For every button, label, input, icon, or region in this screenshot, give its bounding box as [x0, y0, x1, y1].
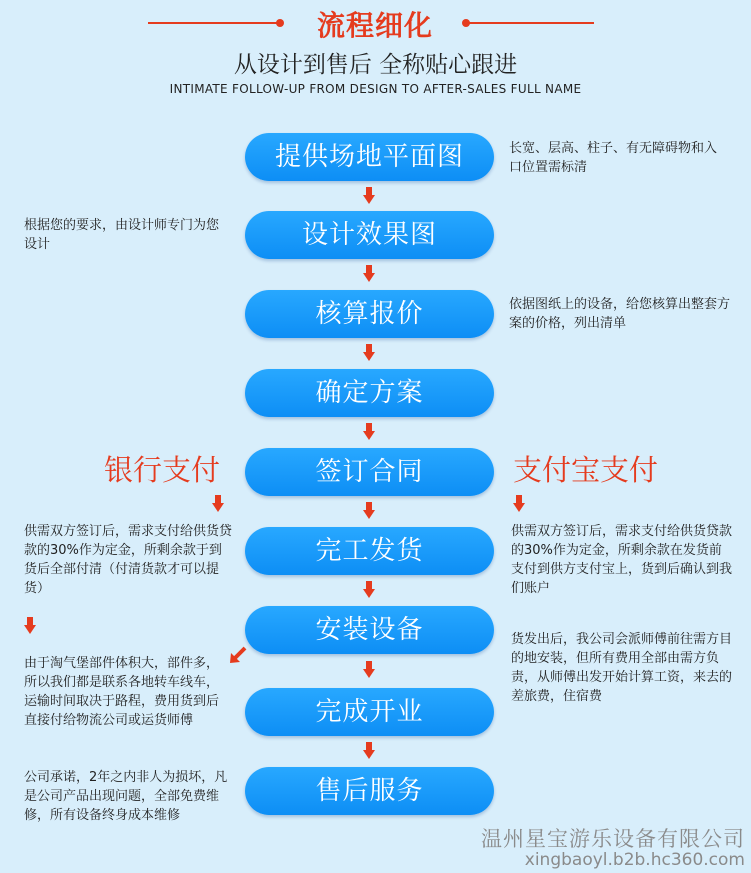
down-arrow-icon: [363, 581, 375, 599]
note-bank-payment: 供需双方签订后，需求支付给供货贷款的30%作为定金，所剩余款于到货后全部付清（付清货款才可以提货）: [24, 524, 233, 596]
page-subtitle-en: INTIMATE FOLLOW-UP FROM DESIGN TO AFTER-SALES FULL NAME: [169, 82, 582, 96]
note-floor-plan: 长宽、层高、柱子、有无障碍物和入口位置需标清: [509, 141, 718, 175]
note-install: 货发出后，我公司会派师傅前往需方目的地安装，但所有费用全部由需方负责，从师傅出发开始计算工资，来去的差旅费，住宿费: [511, 632, 733, 704]
step-contract: 签订合同: [245, 448, 494, 496]
down-arrow-icon: [212, 495, 224, 513]
title-row: [0, 4, 751, 42]
alipay-payment-title: 支付宝支付: [513, 453, 659, 487]
bank-payment-title: 银行支付: [104, 453, 221, 487]
down-arrow-icon: [24, 617, 36, 635]
note-quote: 依据图纸上的设备，给您核算出整套方案的价格，列出清单: [509, 297, 731, 331]
down-arrow-icon: [363, 423, 375, 441]
step-design: 设计效果图: [245, 211, 494, 259]
note-alipay-payment: 供需双方签订后，需求支付给供货贷款的30%作为定金，所剩余款在发货前支付到供方支付宝上，货到后确认到我们账户: [511, 524, 733, 596]
note-aftersales: 公司承诺，2年之内非人为损坏，凡是公司产品出现问题，全部免费维修，所有设备终身成本维修: [24, 770, 228, 823]
step-quote: 核算报价: [245, 290, 494, 338]
page-title: 流程细化: [316, 9, 433, 42]
down-arrow-icon: [513, 495, 525, 513]
down-arrow-icon: [363, 742, 375, 760]
company-url-watermark: xingbaoyl.b2b.hc360.com: [524, 850, 745, 870]
down-arrow-icon: [363, 187, 375, 205]
down-arrow-icon: [363, 661, 375, 679]
step-plan: 确定方案: [245, 369, 494, 417]
diagonal-arrow-icon: [228, 645, 248, 665]
down-arrow-icon: [363, 344, 375, 362]
note-shipping: 由于淘气堡部件体积大，部件多，所以我们都是联系各地转车线车，运输时间取决于路程，费用货到后直接付给物流公司或运货师傅: [24, 656, 220, 728]
title-divider-right: [466, 22, 594, 24]
step-install: 安装设备: [245, 606, 494, 654]
note-design: 根据您的要求，由设计师专门为您设计: [24, 218, 220, 252]
page-subtitle: 从设计到售后 全称贴心跟进: [233, 52, 518, 78]
step-aftersales: 售后服务: [245, 767, 494, 815]
step-ship: 完工发货: [245, 527, 494, 575]
title-dot-left: [276, 19, 284, 27]
step-floor-plan: 提供场地平面图: [245, 133, 494, 181]
down-arrow-icon: [363, 502, 375, 520]
company-watermark: 温州星宝游乐设备有限公司: [481, 827, 745, 851]
title-divider-left: [148, 22, 278, 24]
step-opening: 完成开业: [245, 688, 494, 736]
down-arrow-icon: [363, 265, 375, 283]
